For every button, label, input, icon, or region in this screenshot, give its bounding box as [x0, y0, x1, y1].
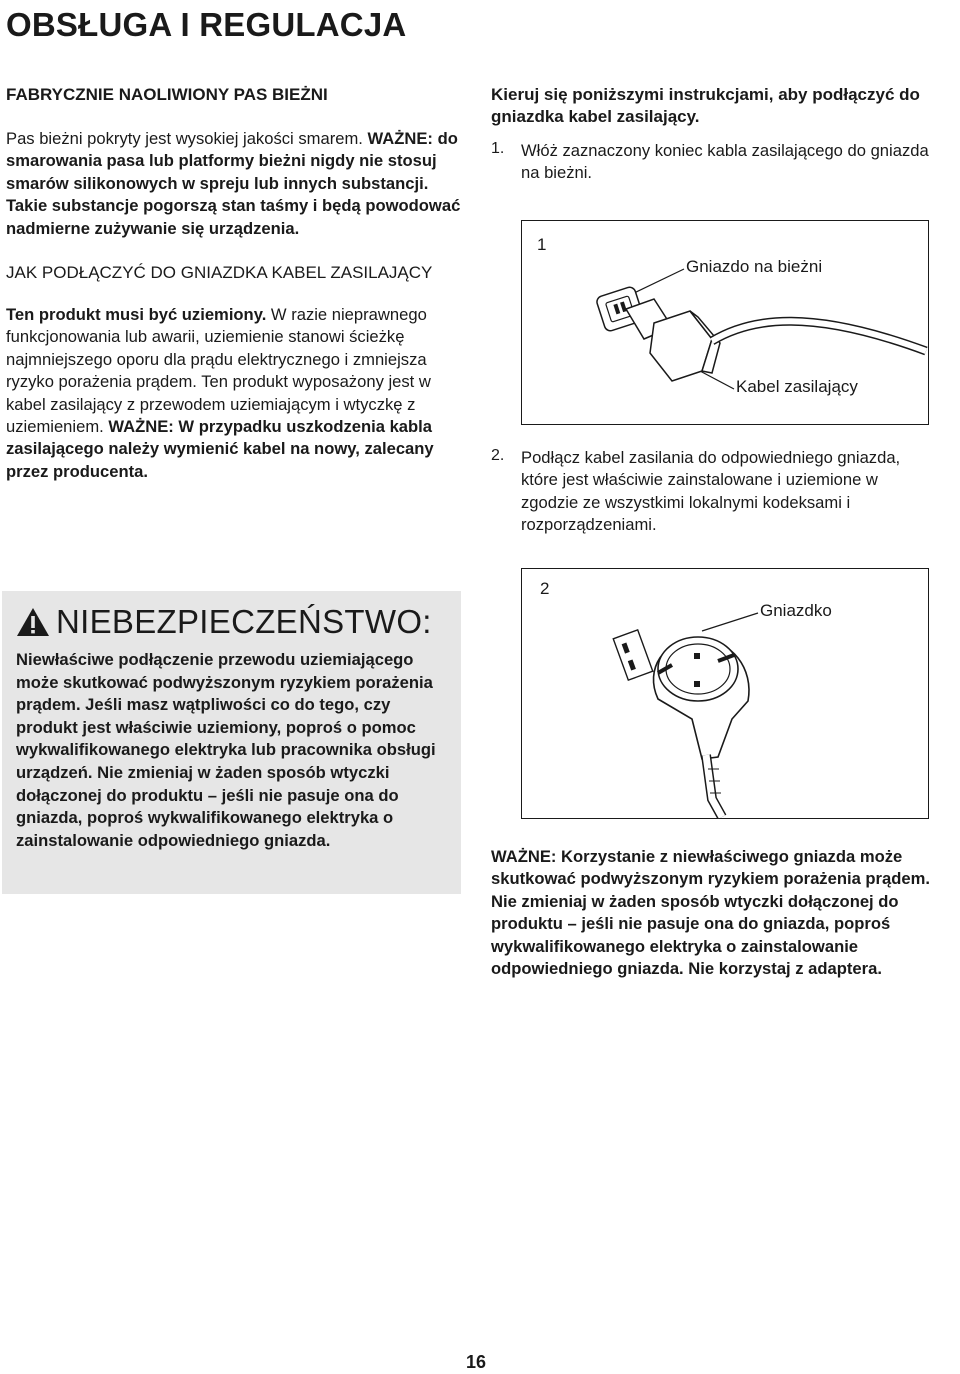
outlet-warning	[491, 846, 937, 980]
angled-plug-icon	[626, 299, 720, 381]
figure-2	[521, 568, 929, 819]
page-title: OBSŁUGA I REGULACJA	[6, 6, 407, 43]
grounding-text: W razie nieprawnego funkcjonowania lub awarii, uziemienie stanowi ścieżkę najmniejszego oporu dla prądu elektrycznego i zmniejsza ryzyko porażenia prądem. Ten produkt wyposażony jest w kabel zasilający z przewodem uziemiającym i wtyczkę z uziemieniem.	[6, 305, 431, 437]
step-2-number: 2.	[491, 447, 505, 464]
label-power-cord: Kabel zasilający	[736, 377, 858, 396]
step-1-text: Włóż zaznaczony koniec kabla zasilającego do gniazda na bieżni.	[521, 141, 929, 183]
grounding-lead: Ten produkt musi być uziemiony.	[6, 305, 267, 325]
grounding-paragraph	[6, 304, 468, 483]
label-outlet: Gniazdko	[760, 601, 832, 620]
wall-plug-illustration	[522, 569, 928, 818]
danger-text: Niewłaściwe podłączenie przewodu uziemiającego może skutkować podwyższonym ryzykiem porażenia prądem. Jeśli masz wątpliwości co do tego, czy produkt jest właściwie uziemiony, poproś o pomoc wykwalifikowanego elektryka lub pracownika obsługi urządzeń. Nie zmieniaj w żaden sposób wtyczki dołączonej do produktu – jeśli nie pasuje ona do gniazda, poproś wykwalifikowanego elektryka o zainstalowanie odpowiedniego gniazda.	[16, 650, 436, 850]
lubrication-paragraph	[6, 128, 468, 240]
left-column	[6, 84, 468, 483]
step-2-text: Podłącz kabel zasilania do odpowiedniego gniazda, które jest właściwie zainstalowane i uziemione w zgodzie ze wszystkimi lokalnymi kodeksami i rozporządzeniami.	[521, 448, 901, 535]
lubrication-warning: WAŻNE: do smarowania pasa lub platformy bieżni nigdy nie stosuj smarów silikonowych w spreju lub innych substancji. Takie substancje pogorszą stan taśmy i będą powodować nadmierne zużywanie się urządzenia.	[6, 129, 461, 238]
warning-triangle-icon	[16, 607, 50, 637]
grounded-plug-icon	[653, 637, 749, 817]
heading-power-cord: JAK PODŁĄCZYĆ DO GNIAZDKA KABEL ZASILAJĄCY	[6, 263, 433, 283]
wall-outlet-icon	[613, 630, 652, 680]
step-1-number: 1.	[491, 140, 505, 157]
danger-heading	[16, 603, 432, 641]
step-2	[491, 447, 941, 537]
heading-prelubricated-belt: FABRYCZNIE NAOLIWIONY PAS BIEŻNI	[6, 85, 328, 104]
danger-title: NIEBEZPIECZEŃSTWO:	[56, 603, 432, 640]
instructions-intro: Kieruj się poniższymi instrukcjami, aby podłączyć do gniazdka kabel zasilający.	[491, 85, 920, 126]
step-2-row	[491, 447, 941, 537]
power-cord-illustration	[522, 221, 928, 424]
outlet-warning-text: WAŻNE: Korzystanie z niewłaściwego gniazda może skutkować podwyższonym ryzykiem porażenia prądem. Nie zmieniaj w żaden sposób wtyczki dołączonej do produktu – jeśli nie pasuje ona do gniazda, poproś wykwalifikowanego elektryka o zainstalowanie odpowiedniego gniazda. Nie korzystaj z adaptera.	[491, 847, 930, 979]
grounding-warning: WAŻNE: W przypadku uszkodzenia kabla zasilającego należy wymienić kabel na nowy, zalecany przez producenta.	[6, 417, 434, 481]
figure-1-number: 1	[537, 235, 547, 254]
step-1	[491, 140, 941, 185]
lubrication-intro: Pas bieżni pokryty jest wysokiej jakości smarem.	[6, 129, 363, 148]
figure-2-number: 2	[540, 579, 550, 598]
right-column	[491, 84, 941, 185]
figure-1	[521, 220, 929, 425]
danger-box	[2, 591, 461, 894]
page-number: 16	[466, 1352, 487, 1372]
label-treadmill-socket: Gniazdo na bieżni	[686, 257, 823, 276]
